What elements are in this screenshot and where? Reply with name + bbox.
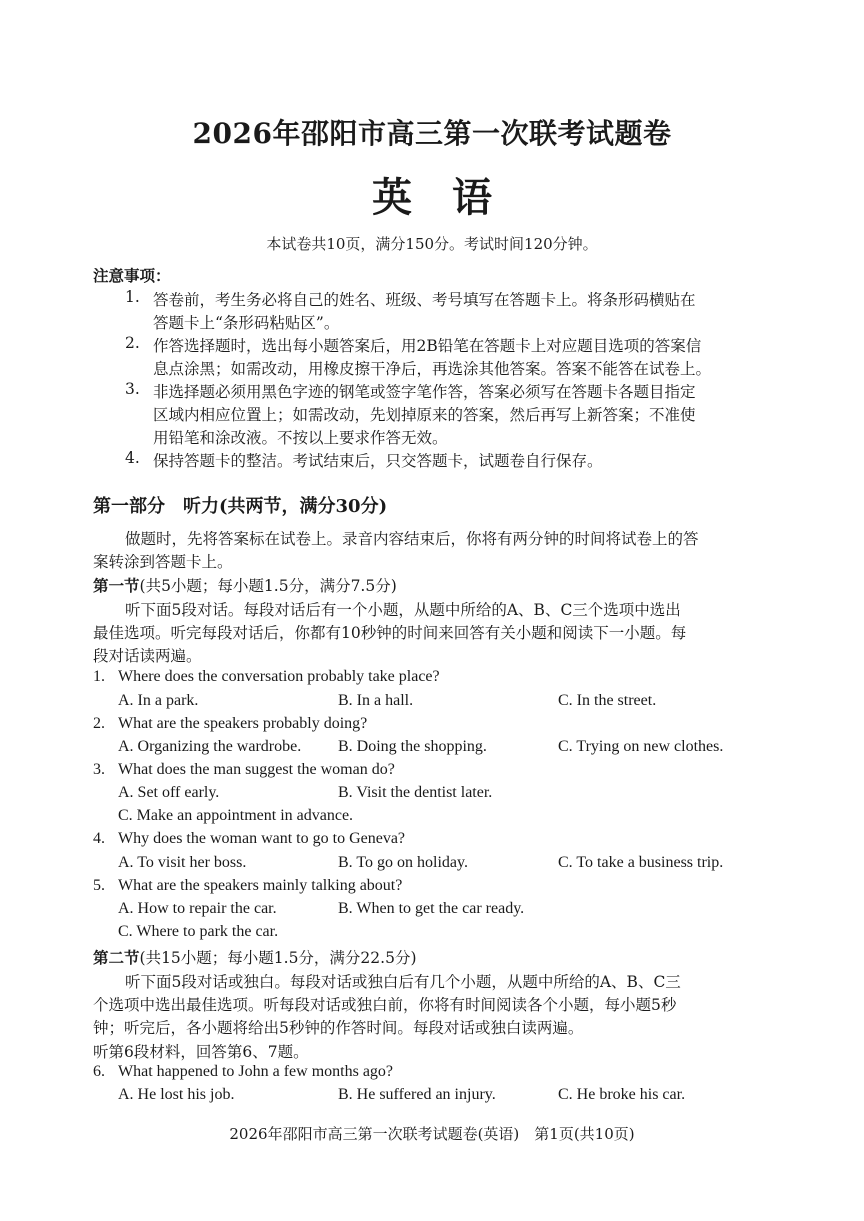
- section1-title-rest: (共5小题；每小题1.5分，满分7.5分): [139, 577, 397, 595]
- option-c: C. Where to park the car.: [118, 923, 279, 940]
- part1-intro-line: 案转涂到答题卡上。: [93, 553, 233, 571]
- note-line: 作答选择题时，选出每小题答案后，用2B铅笔在答题卡上对应题目选项的答案信: [153, 337, 702, 355]
- question-text: What are the speakers mainly talking about?: [118, 877, 403, 894]
- section2-instr-line: 钟；听完后，各小题将给出5秒钟的作答时间。每段对话或独白读两遍。: [93, 1019, 584, 1037]
- section1-title: [93, 574, 397, 596]
- section1-instr-line: 听下面5段对话。每段对话后有一个小题，从题中所给的A、B、C三个选项中选出: [125, 601, 681, 619]
- question-text: Why does the woman want to go to Geneva?: [118, 830, 406, 847]
- option-c: C. To take a business trip.: [558, 854, 724, 871]
- option-c: C. Make an appointment in advance.: [118, 807, 354, 824]
- note-number: 2.: [125, 334, 140, 352]
- section2-instr-line: 个选项中选出最佳选项。听每段对话或独白前，你将有时间阅读各个小题，每小题5秒: [93, 996, 677, 1014]
- question-number: 6.: [93, 1063, 105, 1080]
- notes-heading: 注意事项：: [93, 266, 171, 285]
- section1-instr-line: 最佳选项。听完每段对话后，你都有10秒钟的时间来回答有关小题和阅读下一小题。每: [93, 624, 687, 642]
- part1-intro-line: 做题时，先将答案标在试卷上。录音内容结束后，你将有两分钟的时间将试卷上的答: [125, 530, 699, 548]
- option-b: B. When to get the car ready.: [338, 900, 525, 917]
- section2-title: [93, 946, 417, 968]
- option-a: A. He lost his job.: [118, 1086, 235, 1103]
- question-number: 1.: [93, 668, 105, 685]
- note-number: 3.: [125, 380, 140, 398]
- section2-title-rest: (共15小题；每小题1.5分，满分22.5分): [139, 949, 417, 967]
- question-number: 3.: [93, 761, 105, 778]
- note-line: 息点涂黑；如需改动，用橡皮擦干净后，再选涂其他答案。答案不能答在试卷上。: [153, 360, 712, 378]
- section2-instr-line: 听下面5段对话或独白。每段对话或独白后有几个小题，从题中所给的A、B、C三: [125, 973, 681, 991]
- option-a: A. In a park.: [118, 692, 199, 709]
- option-c: C. Trying on new clothes.: [558, 738, 724, 755]
- section1-title-bold: 第一节: [93, 576, 140, 595]
- note-line: 答题卡上“条形码粘贴区”。: [153, 314, 340, 332]
- material-instruction: 听第6段材料，回答第6、7题。: [93, 1043, 309, 1061]
- option-c: C. He broke his car.: [558, 1086, 686, 1103]
- subject-title: 英语: [372, 174, 532, 221]
- question-text: Where does the conversation probably take place?: [118, 668, 440, 685]
- page-footer: 2026年邵阳市高三第一次联考试题卷(英语) 第1页(共10页): [229, 1125, 635, 1143]
- exam-info: 本试卷共10页，满分150分。考试时间120分钟。: [266, 235, 598, 253]
- question-number: 2.: [93, 715, 105, 732]
- option-a: A. How to repair the car.: [118, 900, 277, 917]
- note-line: 非选择题必须用黑色字迹的钢笔或签字笔作答，答案必须写在答题卡各题目指定: [153, 383, 696, 401]
- option-b: B. He suffered an injury.: [338, 1086, 496, 1103]
- question-text: What does the man suggest the woman do?: [118, 761, 395, 778]
- option-b: B. Visit the dentist later.: [338, 784, 493, 801]
- option-b: B. Doing the shopping.: [338, 738, 487, 755]
- question-number: 5.: [93, 877, 105, 894]
- option-b: B. In a hall.: [338, 692, 414, 709]
- note-line: 保持答题卡的整洁。考试结束后，只交答题卡，试题卷自行保存。: [153, 452, 603, 470]
- note-number: 1.: [125, 288, 140, 306]
- part1-title: 第一部分 听力(共两节，满分30分): [93, 496, 388, 517]
- note-line: 答卷前，考生务必将自己的姓名、班级、考号填写在答题卡上。将条形码横贴在: [153, 291, 696, 309]
- option-a: A. Organizing the wardrobe.: [118, 738, 302, 755]
- question-number: 4.: [93, 830, 105, 847]
- note-line: 区域内相应位置上；如需改动，先划掉原来的答案，然后再写上新答案；不准使: [153, 406, 696, 424]
- note-line: 用铅笔和涂改液。不按以上要求作答无效。: [153, 429, 448, 447]
- section1-instr-line: 段对话读两遍。: [93, 647, 202, 665]
- option-c: C. In the street.: [558, 692, 657, 709]
- question-text: What are the speakers probably doing?: [118, 715, 368, 732]
- exam-title: 2026年邵阳市高三第一次联考试题卷: [192, 117, 672, 150]
- section2-title-bold: 第二节: [93, 948, 140, 967]
- note-number: 4.: [125, 449, 140, 467]
- question-text: What happened to John a few months ago?: [118, 1063, 394, 1080]
- option-b: B. To go on holiday.: [338, 854, 468, 871]
- option-a: A. To visit her boss.: [118, 854, 247, 871]
- option-a: A. Set off early.: [118, 784, 220, 801]
